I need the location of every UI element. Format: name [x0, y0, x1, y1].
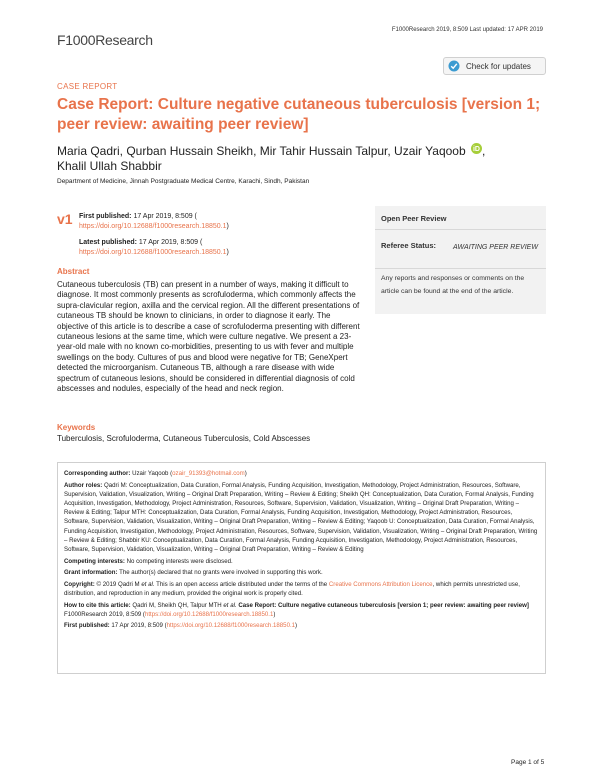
check-for-updates-button[interactable]: [443, 57, 546, 75]
referee-status-value: AWAITING PEER REVIEW: [453, 244, 538, 251]
first-published-date: 17 Apr 2019, 8:509 (: [133, 213, 197, 220]
corresponding-close: ): [244, 470, 247, 477]
open-peer-review-title: Open Peer Review: [381, 214, 447, 223]
cc-licence-link[interactable]: Creative Commons Attribution Licence: [328, 580, 433, 588]
copyright-pre: © 2019 Qadri M: [96, 580, 140, 588]
competing-interests: [64, 557, 539, 566]
cite-authors: Qadri M, Sheikh QH, Talpur MTH: [132, 601, 222, 609]
corresponding-name: Uzair Yaqoob (: [132, 470, 173, 477]
cite-journal: F1000Research 2019, 8:509 (: [64, 610, 145, 618]
corresponding-author: [64, 469, 539, 478]
version-badge: v1: [57, 211, 73, 227]
info-first-doi-link[interactable]: https://doi.org/10.12688/f1000research.18850.1: [166, 622, 296, 630]
author-roles: [64, 481, 539, 555]
grant-label: Grant information:: [64, 569, 118, 577]
info-first-text: 17 Apr 2019, 8:509 (: [111, 622, 167, 630]
authors-text-line2: Khalil Ullah Shabbir: [57, 159, 162, 173]
page-header: [0, 0, 600, 60]
abstract-heading: Abstract: [57, 267, 90, 276]
first-published-info: [64, 621, 539, 630]
first-published-doi-link[interactable]: https://doi.org/10.12688/f1000research.18850.1: [79, 223, 227, 230]
roles-label: Author roles:: [64, 481, 103, 489]
how-to-cite: [64, 601, 539, 619]
copyright-etal: et al: [141, 580, 153, 588]
info-first-close: ): [295, 622, 298, 630]
orcid-label: iD: [472, 146, 480, 153]
peer-review-note: Any reports and responses or comments on the article can be found at the end of the article.: [381, 275, 525, 295]
logo-research: Research: [95, 32, 153, 48]
affiliation: Department of Medicine, Jinnah Postgraduate Medical Centre, Karachi, Sindh, Pakistan: [57, 178, 310, 185]
grant-information: [64, 568, 539, 577]
copyright: [64, 580, 539, 598]
first-published-close: ): [226, 223, 229, 230]
abstract-text: Cutaneous tuberculosis (TB) can present in a number of ways, making it difficult to diagnose. It most commonly presents as scrofuloderma, which commonly affects the supra-clavicular region, axilla and the cervical region. All the different presentations of cutaneous TB should be known to clinicians, in order to diagnose it early. The objective of this article is to describe a case of scrofuloderma presenting with different cutaneous lesions at the same time, which were culture negative. We present a 23-year-old male with no known co-morbidities, presenting to us with fever and multiple swellings on the body. Cultures of pus and blood were negative for TB; GeneXpert detected the microorganism. Cutaneous TB, although a rare disease with wide spectrum of cutaneous lesions, should be considered in differential diagnosis of cold abscesses and nodules, especially of the head and neck region.: [57, 280, 360, 394]
cite-etal: et al.: [223, 601, 237, 609]
article-type-label: CASE REPORT: [57, 82, 118, 91]
divider: [375, 268, 546, 269]
publication-dates: [79, 212, 369, 258]
article-info-box: [57, 462, 546, 674]
corresponding-label: Corresponding author:: [64, 470, 131, 477]
cite-doi-link[interactable]: https://doi.org/10.12688/f1000research.18850.1: [144, 610, 274, 618]
article-title: Case Report: Culture negative cutaneous tuberculosis [version 1; peer review: awaiting peer review]: [57, 96, 541, 133]
referee-status-label: Referee Status:: [381, 241, 437, 250]
orcid-icon[interactable]: [471, 143, 482, 154]
competing-label: Competing interests:: [64, 557, 125, 565]
f1000research-logo[interactable]: [57, 32, 153, 48]
latest-published-doi-link[interactable]: https://doi.org/10.12688/f1000research.18850.1: [79, 249, 227, 256]
header-citation: F1000Research 2019, 8:509 Last updated: 17 APR 2019: [391, 27, 543, 33]
grant-text: The author(s) declared that no grants were involved in supporting this work.: [119, 569, 323, 577]
cite-title: Case Report: Culture negative cutaneous tuberculosis [version 1; peer review: awaiting peer review]: [238, 601, 529, 609]
keywords-heading: Keywords: [57, 423, 96, 432]
page-number: Page 1 of 5: [511, 759, 545, 766]
cite-label: How to cite this article:: [64, 601, 131, 609]
crossmark-icon: [448, 60, 460, 72]
open-peer-review-panel: [375, 206, 546, 314]
keywords-text: Tuberculosis, Scrofuloderma, Cutaneous Tuberculosis, Cold Abscesses: [57, 434, 311, 443]
author-list: [57, 143, 547, 174]
latest-published-date: 17 Apr 2019, 8:509 (: [138, 239, 203, 246]
copyright-label: Copyright:: [64, 580, 95, 588]
divider: [375, 229, 546, 230]
check-for-updates-label: Check for updates: [466, 61, 531, 71]
corresponding-email-link[interactable]: ozair_91393@hotmail.com: [172, 470, 245, 477]
copyright-mid: . This is an open access article distributed under the terms of the: [152, 580, 328, 588]
latest-published-label: Latest published:: [79, 239, 137, 246]
copyright-post: , which permits unrestricted use, distribution, and reproduction in any medium, provided the original work is properly cited.: [64, 580, 520, 597]
info-first-label: First published:: [64, 622, 110, 630]
roles-text: Qadri M: Conceptualization, Data Curation, Formal Analysis, Funding Acquisition, Investigation, Methodology, Project Administration, Resources, Software, Supervision, Validation, Visualization, Writing – Original Draft Preparation, Writing – Review & Editing; Sheikh QH: Conceptualization, Data Curation, Formal Analysis, Funding Acquisition, Investigation, Methodology, Project Administration, Resources, Software, Supervision, Validation, Visualization, Writing – Original Draft Preparation, Writing – Review & Editing; Talpur MTH: Conceptualization, Data Curation, Formal Analysis, Funding Acquisition, Investigation, Methodology, Project Administration, Resources, Software, Supervision, Validation, Visualization, Writing – Original Draft Preparation, Writing – Review & Editing; Yaqoob U: Conceptualization, Data Curation, Formal Analysis, Funding Acquisition, Investigation, Methodology, Project Administration, Resources, Software, Supervision, Validation, Visualization, Writing – Original Draft Preparation, Writing – Review & Editing; Shabbir KU: Conceptualization, Data Curation, Formal Analysis, Funding Acquisition, Investigation, Methodology, Project Administration, Resources, Software, Supervision, Validation, Visualization, Writing – Original Draft Preparation, Writing – Review & Editing: [64, 481, 538, 554]
competing-text: No competing interests were disclosed.: [126, 557, 233, 565]
cite-close: ): [273, 610, 276, 618]
authors-comma: ,: [481, 144, 486, 158]
logo-f1000: F1000: [57, 32, 96, 48]
first-published-label: First published:: [79, 213, 132, 220]
authors-text: Maria Qadri, Qurban Hussain Sheikh, Mir Tahir Hussain Talpur, Uzair Yaqoob: [57, 144, 466, 158]
latest-published-close: ): [226, 249, 229, 256]
